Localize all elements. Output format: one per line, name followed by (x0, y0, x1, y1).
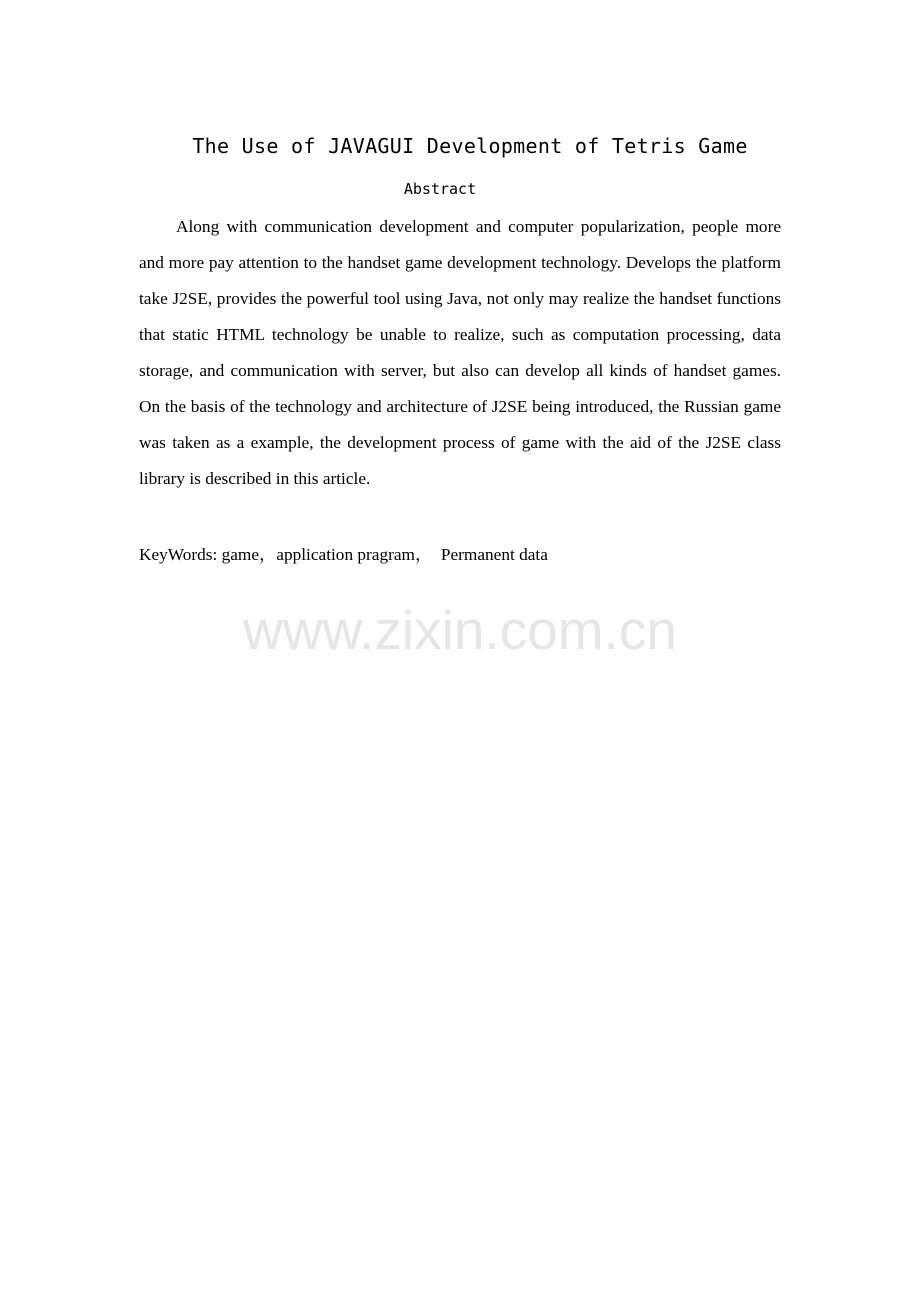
document-title: The Use of JAVAGUI Development of Tetris Game (192, 134, 748, 158)
abstract-heading: Abstract (403, 180, 477, 198)
watermark: www.zixin.com.cn (243, 599, 677, 661)
abstract-paragraph: Along with communication development and computer popularization, people more and more pay attention to the handset game development technology. Develops the platform take J2SE, provides the powerful tool using Java, not only may realize the handset functions that static HTML technology be unable to realize, such as computation processing, data storage, and communication with server, but also can develop all kinds of handset games. On the basis of the technology and architecture of J2SE being introduced, the Russian game was taken as a example, the development process of game with the aid of the J2SE class library is described in this article. (139, 217, 781, 488)
keywords-line: KeyWords: game，application pragram， Permanent data (139, 545, 548, 564)
